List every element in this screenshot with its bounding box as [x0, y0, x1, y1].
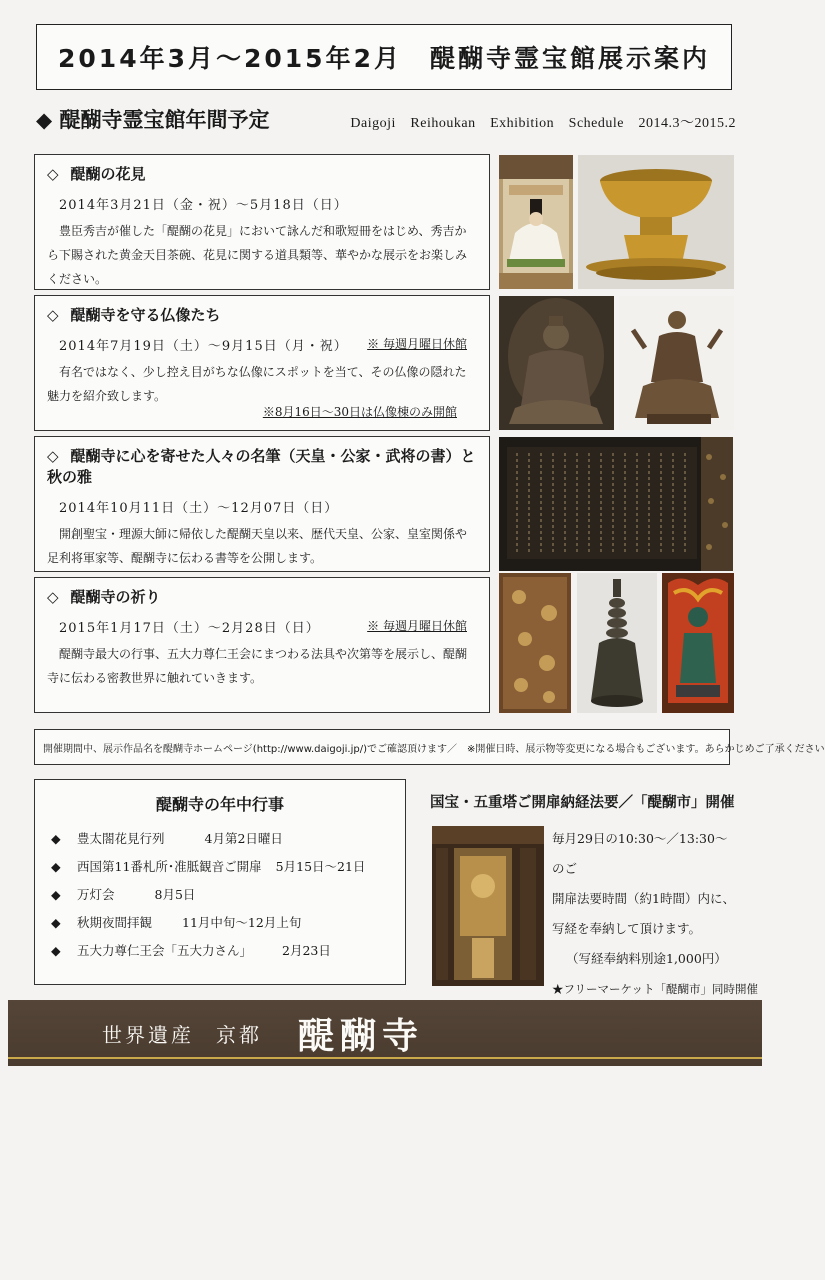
buddhist-painting-image — [499, 573, 571, 713]
hideyoshi-portrait-image — [499, 155, 573, 289]
website-notice — [34, 729, 825, 765]
calligraphy-scroll-image — [499, 437, 733, 571]
exhibit-date: 2015年1月17日（土）〜2月28日（日） — [59, 621, 320, 636]
list-item — [51, 825, 389, 853]
exhibit-date: 2014年3月21日（金・祝）〜5月18日（日） — [59, 198, 348, 213]
sutra-fee: （写経奉納料別途1,000円） — [566, 951, 727, 966]
flea-market-note: ★フリーマーケット「醍醐市」同時開催 — [552, 982, 758, 996]
diamond-outline-icon: ◇ — [47, 165, 59, 183]
pagoda-description — [552, 824, 758, 1004]
closed-day-note: ※ 毎週月曜日休館 — [367, 337, 467, 351]
fudo-myoo-painting-image — [662, 573, 734, 713]
pagoda-line: 写経を奉納して頂けます。 — [552, 921, 702, 936]
exhibit-date: 2014年10月11日（土）〜12月07日（日） — [59, 501, 339, 516]
diamond-bullet-icon: ◆ — [51, 943, 61, 958]
diamond-outline-icon: ◇ — [47, 588, 59, 606]
schedule-heading-en: Daigoji Reihoukan Exhibition Schedule 2014.3〜2015.2 — [350, 116, 736, 131]
exhibit-card-3 — [34, 436, 490, 572]
list-item — [51, 881, 389, 909]
event-name: 万灯会 — [77, 887, 115, 902]
exhibit-title: 醍醐寺の祈り — [70, 588, 161, 606]
diamond-outline-icon: ◇ — [47, 447, 59, 465]
event-date: 4月第2日曜日 — [204, 831, 283, 846]
event-name: 五大力尊仁王会「五大力さん」 — [77, 943, 253, 958]
list-item — [51, 909, 389, 937]
exhibit-description: 豊臣秀吉が催した「醍醐の花見」において詠んだ和歌短冊をはじめ、秀吉から下賜された黄金天目茶碗、花見に関する道具類等、華やかな展示をお楽しみください。 — [47, 224, 468, 286]
diamond-bullet-icon: ◆ — [51, 887, 61, 902]
pagoda-line: 開扉法要時間（約1時間）内に、 — [552, 891, 735, 906]
pagoda-line: 毎月29日の10:30〜／13:30〜のご — [552, 831, 728, 876]
schedule-heading-jp: ◆ 醍醐寺霊宝館年間予定 — [36, 108, 270, 132]
event-name: 秋期夜間拝観 — [77, 915, 153, 930]
footer-banner — [8, 1000, 762, 1066]
event-date: 8月5日 — [154, 887, 196, 902]
exhibit-card-4 — [34, 577, 490, 713]
event-name: 豊太閤花見行列 — [77, 831, 165, 846]
closed-day-note: ※ 毎週月曜日休館 — [367, 619, 467, 633]
website-notice-text: 開催期間中、展示作品名を醍醐寺ホームページ(http://www.daigoji.jp/)でご確認頂けます／ — [43, 743, 457, 755]
temple-name: 醍醐寺 — [298, 1014, 425, 1057]
exhibit-title: 醍醐寺に心を寄せた人々の名筆（天皇・公家・武将の書）と秋の雅 — [47, 447, 476, 486]
kannon-statue-image — [499, 296, 614, 430]
exhibit-card-2 — [34, 295, 490, 431]
list-item — [51, 937, 389, 965]
world-heritage-label: 世界遺産 — [102, 1022, 194, 1047]
city-label: 京都 — [216, 1022, 262, 1047]
diamond-bullet-icon: ◆ — [51, 831, 61, 846]
exhibit-description: 有名ではなく、少し控え目がちな仏像にスポットを当て、その仏像の隠れた魅力を紹介致します。 — [47, 365, 467, 403]
footer-gold-rule — [8, 1057, 762, 1059]
exhibit-description: 醍醐寺最大の行事、五大力尊仁王会にまつわる法具や次第等を展示し、醍醐寺に伝わる密教世界に触れていきます。 — [47, 647, 468, 685]
schedule-heading — [36, 104, 736, 138]
diamond-bullet-icon: ◆ — [51, 859, 61, 874]
special-opening-note: ※8月16日〜30日は仏像棟のみ開館 — [262, 405, 457, 419]
event-date: 2月23日 — [282, 943, 331, 958]
diamond-outline-icon: ◇ — [47, 306, 59, 324]
page-title-box — [36, 24, 732, 90]
exhibit-title: 醍醐の花見 — [70, 165, 146, 183]
exhibit-description: 開創聖宝・理源大師に帰依した醍醐天皇以来、歴代天皇、公家、皇室関係や足利将軍家等、醍醐寺に伝わる書等を公開します。 — [47, 527, 468, 565]
diamond-bullet-icon: ◆ — [51, 915, 61, 930]
annual-events-box — [34, 779, 406, 985]
event-date: 5月15日〜21日 — [275, 859, 366, 874]
exhibit-card-1 — [34, 154, 490, 290]
list-item — [51, 853, 389, 881]
pagoda-interior-image — [432, 826, 544, 986]
page-title: 2014年3月〜2015年2月 醍醐寺霊宝館展示案内 — [58, 44, 710, 73]
golden-tea-bowl-image — [578, 155, 734, 289]
event-name: 西国第11番札所･准胝観音ご開扉 — [77, 859, 262, 874]
pagoda-section-title: 国宝・五重塔ご開扉納経法要／「醍醐市」開催 — [430, 794, 735, 811]
change-notice-text: ※開催日時、展示物等変更になる場合もございます。あらかじめご了承ください — [466, 743, 825, 755]
exhibit-title: 醍醐寺を守る仏像たち — [70, 306, 221, 324]
annual-events-title: 醍醐寺の年中行事 — [155, 795, 284, 814]
exhibit-date: 2014年7月19日（土）〜9月15日（月・祝） — [59, 339, 348, 354]
ritual-vajra-bell-image — [577, 573, 657, 713]
event-date: 11月中旬〜12月上旬 — [182, 915, 302, 930]
myoo-statue-image — [619, 296, 734, 430]
